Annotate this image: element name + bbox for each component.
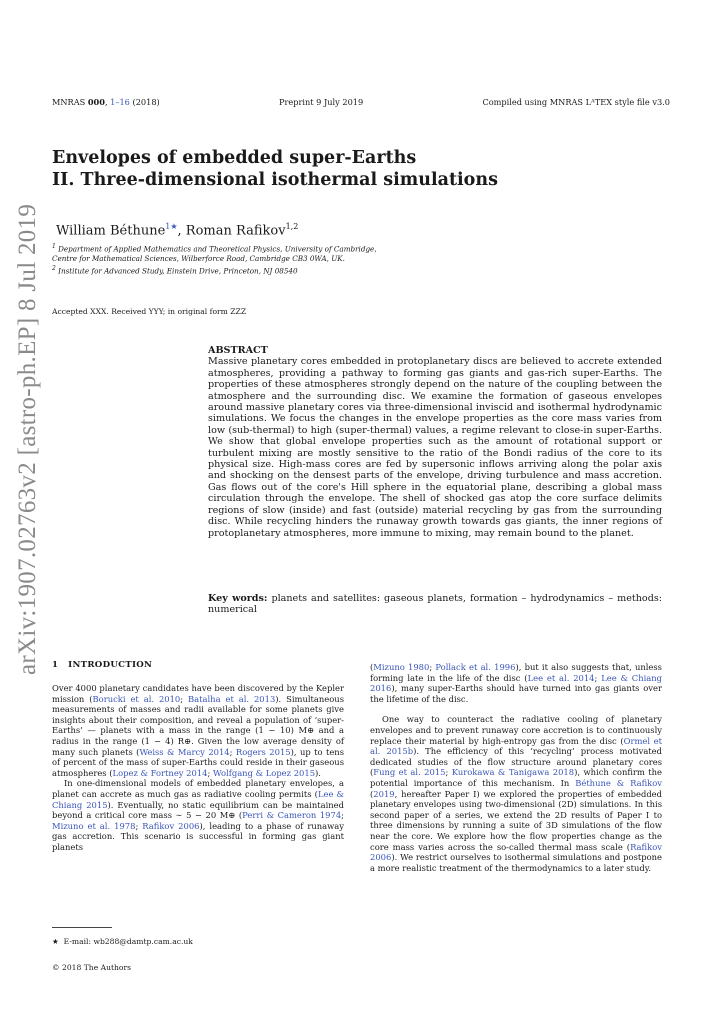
preprint-date: Preprint 9 July 2019 bbox=[278, 97, 364, 107]
abstract-heading: ABSTRACT bbox=[208, 345, 268, 356]
author-affil-mark: 1,2 bbox=[285, 222, 299, 231]
citation-link[interactable]: Béthune & Rafikov bbox=[575, 777, 662, 788]
journal-ref: MNRAS 000, 1–16 (2018) bbox=[52, 97, 160, 107]
citation-link[interactable]: Pollack et al. 1996 bbox=[435, 662, 516, 672]
citation-link[interactable]: Rafikov 2006 bbox=[370, 841, 662, 863]
citation-link[interactable]: Kurokawa & Tanigawa 2018 bbox=[451, 767, 575, 778]
citation-link[interactable]: Weiss & Marcy 2014 bbox=[139, 746, 230, 757]
keywords-label: Key words: bbox=[208, 593, 268, 604]
copyright-notice: © 2018 The Authors bbox=[52, 963, 132, 972]
keywords-text: planets and satellites: gaseous planets, formation – hydrodynamics – methods: numerical bbox=[208, 593, 662, 616]
author-list: William Béthune$^{1★}$, Roman Rafikov$^{1,2}$ bbox=[56, 222, 299, 239]
citation-link[interactable]: Lopez & Fortney 2014 bbox=[112, 767, 208, 778]
citation-link[interactable]: Mizuno 1980 bbox=[373, 662, 430, 672]
arxiv-identifier: arXiv:1907.02763v2 [astro-ph.EP] 8 Jul 2019 bbox=[14, 203, 41, 675]
paper-title: Envelopes of embedded super-Earths II. Three-dimensional isothermal simulations bbox=[52, 148, 498, 190]
footnote-email: E-mail: wb288@damtp.cam.ac.uk bbox=[63, 937, 193, 946]
footnote-mark: ★ bbox=[52, 937, 59, 946]
citation-link[interactable]: Lee & Chiang 2016 bbox=[370, 672, 663, 694]
author-name: Roman Rafikov bbox=[185, 223, 286, 239]
citation-link[interactable]: Lee & Chiang 2015 bbox=[52, 788, 344, 810]
citation-link[interactable]: Batalha et al. 2013 bbox=[188, 693, 276, 704]
citation-link[interactable]: Mizuno et al. 1978 bbox=[52, 820, 136, 831]
accepted-line: Accepted XXX. Received YYY; in original form ZZZ bbox=[52, 307, 247, 316]
abstract bbox=[208, 345, 662, 539]
keywords bbox=[208, 593, 662, 616]
running-header bbox=[52, 97, 670, 107]
citation-link[interactable]: Ormel et al. 2015b bbox=[370, 735, 662, 757]
paragraph: Over 4000 planetary candidates have been discovered by the Kepler mission (Borucki et al. 2010; Batalha et al. 2013). Simultaneous measurements of masses and radii available for some planets give insights about their composition, and reveal a population of ‘super-Earths’ — planets with a mass in the range (1 − 10) M⊕ and a radius in the range (1 − 4) R⊕. Given the low average density of many such planets (Weiss & Marcy 2014; Rogers 2015), up to tens of percent of the mass of super-Earths could reside in their gaseous atmospheres (Lopez & Fortney 2014; Wolfgang & Lopez 2015). bbox=[52, 683, 344, 778]
author-affil-mark[interactable]: 1★ bbox=[165, 222, 178, 231]
citation-link[interactable]: Perri & Cameron 1974 bbox=[242, 810, 342, 821]
paragraph: In one-dimensional models of embedded planetary envelopes, a planet can accrete as much gas as radiative cooling permits (Lee & Chiang 2015). Eventually, no static equilibrium can be maintained beyond a critical core mass ∼ 5 − 20 M⊕ (Perri & Cameron 1974; Mizuno et al. 1978; Rafikov 2006), leading to a phase of runaway gas accretion. This scenario is successful in forming gas giant planets bbox=[52, 778, 344, 852]
volume: 000 bbox=[87, 97, 105, 107]
abstract-text: Massive planetary cores embedded in protoplanetary discs are believed to accrete extended atmospheres, providing a pathway to forming gas giants and gas-rich super-Earths. The properties of these atmospheres strongly depend on the nature of the coupling between the atmosphere and the surrounding disc. We examine the formation of gaseous envelopes around massive planetary cores via three-dimensional inviscid and isothermal hydrodynamic simulations. We focus the changes in the envelope properties as the core mass varies from low (sub-thermal) to high (super-thermal) values, a regime relevant to close-in super-Earths. We show that global envelope properties such as the amount of rotational support or turbulent mixing are mostly sensitive to the ratio of the Bondi radius of the core to its physical size. High-mass cores are fed by supersonic inflows arriving along the polar axis and shocking on the densest parts of the envelope, driving turbulence and mass accretion. Gas flows out of the core's Hill sphere in the equatorial plane, describing a global mass circulation through the envelope. The shell of shocked gas atop the core surface delimits regions of slow (inside) and fast (outside) material recycling by gas from the surrounding disc. While recycling hinders the runaway growth towards gas giants, the inner regions of protoplanetary atmospheres, more immune to mixing, may remain bound to the planet. bbox=[208, 356, 662, 539]
left-column bbox=[52, 683, 344, 853]
footnote bbox=[52, 937, 193, 946]
paragraph: (Mizuno 1980; Pollack et al. 1996), but it also suggests that, unless forming late in the life of the disc (Lee et al. 2014; Lee & Chiang 2016), many super-Earths should have turned into gas giants over the lifetime of the disc. bbox=[370, 662, 663, 704]
section-heading: 1 INTRODUCTION bbox=[52, 660, 153, 670]
citation-link[interactable]: 2019 bbox=[373, 788, 395, 799]
citation-link[interactable]: Lee et al. 2014 bbox=[527, 672, 595, 683]
right-column bbox=[370, 662, 662, 873]
author-name: William Béthune bbox=[56, 223, 166, 239]
footnote-divider bbox=[52, 927, 112, 928]
citation-link[interactable]: Rafikov 2006 bbox=[142, 820, 200, 831]
affiliations: $^1$ Department of Applied Mathematics and Theoretical Physics, University of Cambridge, Centre for Mathematical Sciences, Wilberforce Road, Cambridge CB3 0WA, UK. $^2$ Institute for Advanced Study, Einstein Drive, Princeton, NJ 08540 bbox=[52, 243, 377, 275]
citation-link[interactable]: Rogers 2015 bbox=[235, 746, 291, 757]
citation-link[interactable]: Fung et al. 2015 bbox=[373, 767, 446, 778]
compiled-note: Compiled using MNRAS LᴬTEX style file v3.0 bbox=[482, 97, 670, 107]
pages-link[interactable]: 1–16 bbox=[110, 97, 130, 107]
citation-link[interactable]: Borucki et al. 2010 bbox=[92, 693, 181, 704]
paragraph: One way to counteract the radiative cooling of planetary envelopes and to prevent runaway core accretion is to continuously replace their material by high-entropy gas from the disc (Ormel et al. 2015b). The efficiency of this ‘recycling’ process motivated dedicated studies of the flow structure around planetary cores (Fung et al. 2015; Kurokawa & Tanigawa 2018), which confirm the potential importance of this mechanism. In Béthune & Rafikov (2019, hereafter Paper I) we explored the properties of embedded planetary envelopes using two-dimensional (2D) simulations. In this second paper of a series, we extend the 2D results of Paper I to three dimensions by running a suite of 3D simulations of the flow near the core. We explore how the flow properties change as the core mass varies across the so-called thermal mass scale (Rafikov 2006). We restrict ourselves to isothermal simulations and postpone a more realistic treatment of the thermodynamics to a later study. bbox=[370, 714, 663, 873]
citation-link[interactable]: Wolfgang & Lopez 2015 bbox=[212, 767, 316, 778]
